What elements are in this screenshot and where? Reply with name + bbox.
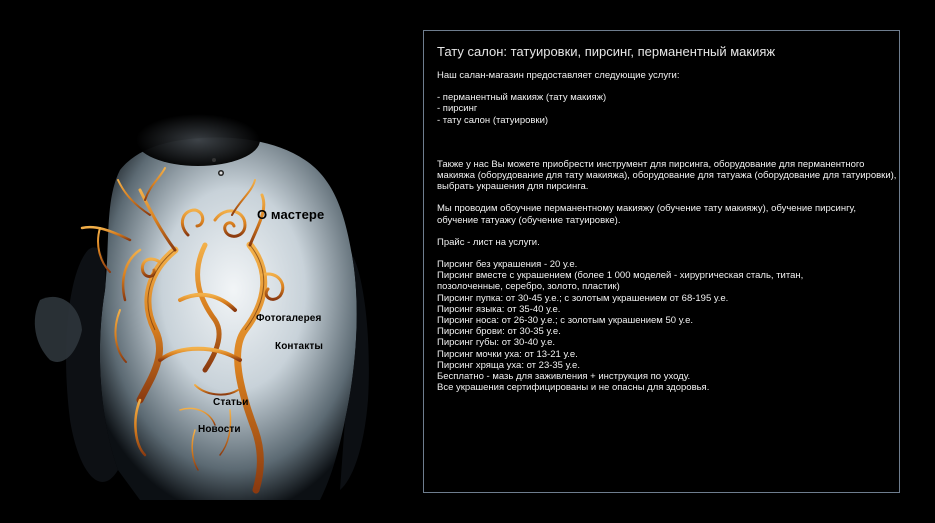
nav-link-about-master[interactable]: О мастере [257, 207, 325, 222]
service-item: - тату салон (татуировки) [437, 114, 549, 126]
paragraph-line: обучение татуажу (обучение татуировке). [437, 214, 621, 226]
services-list [437, 92, 889, 126]
price-line: Бесплатно - мазь для заживления + инструкция по уходу. [437, 371, 691, 383]
price-line: Пирсинг брови: от 30-35 у.е. [437, 326, 561, 338]
service-item: - пирсинг [437, 103, 478, 115]
price-line: Пирсинг мочки уха: от 13-21 у.е. [437, 348, 578, 360]
nav-link-articles[interactable]: Статьи [213, 397, 249, 408]
page-title: Тату салон: татуировки, пирсинг, перманентный макияж [437, 44, 776, 59]
price-line: Пирсинг носа: от 26-30 у.е.; с золотым украшением 50 у.е. [437, 315, 694, 327]
intro-text: Наш салан-магазин предоставляет следующие услуги: [437, 70, 680, 81]
paragraph-line: макияжа (оборудование для тату макияжа), оборудование для татуажа (оборудование для татуировки), [437, 170, 897, 182]
content-panel [423, 30, 900, 493]
tattoo-back-image [0, 0, 400, 523]
price-line: Пирсинг языка: от 35-40 у.е. [437, 303, 561, 315]
content-body [437, 44, 897, 394]
price-line: Пирсинг хряща уха: от 23-35 у.е. [437, 359, 580, 371]
price-line: Пирсинг без украшения - 20 у.е. [437, 259, 578, 271]
price-heading: Прайс - лист на услуги. [437, 236, 540, 248]
price-line: Пирсинг пупка: от 30-45 у.е.; с золотым украшением от 68-195 у.е. [437, 292, 729, 304]
nav-link-contacts[interactable]: Контакты [275, 341, 323, 352]
equipment-paragraph [437, 158, 897, 193]
price-line: Пирсинг губы: от 30-40 у.е. [437, 337, 556, 349]
price-line: Все украшения сертифицированы и не опасны для здоровья. [437, 382, 710, 394]
price-line: Пирсинг вместе с украшением (более 1 000 моделей - хирургическая сталь, титан, [437, 270, 804, 282]
nav-link-photo-gallery[interactable]: Фотогалерея [256, 313, 322, 324]
training-paragraph [437, 203, 889, 225]
paragraph-line: Также у нас Вы можете приобрести инструмент для пирсинга, оборудование для перманентного [437, 158, 865, 170]
price-list [437, 259, 889, 393]
service-item: - перманентный макияж (тату макияж) [437, 92, 607, 104]
hero-artwork [0, 0, 400, 523]
paragraph-line: выбрать украшения для пирсинга. [437, 181, 589, 193]
price-line: позолоченные, серебро, золото, пластик) [437, 281, 620, 293]
paragraph-line: Мы проводим обоучние перманентному макияжу (обучение тату макияжу), обучение пирсингу, [437, 203, 856, 215]
nav-link-news[interactable]: Новости [198, 424, 241, 435]
